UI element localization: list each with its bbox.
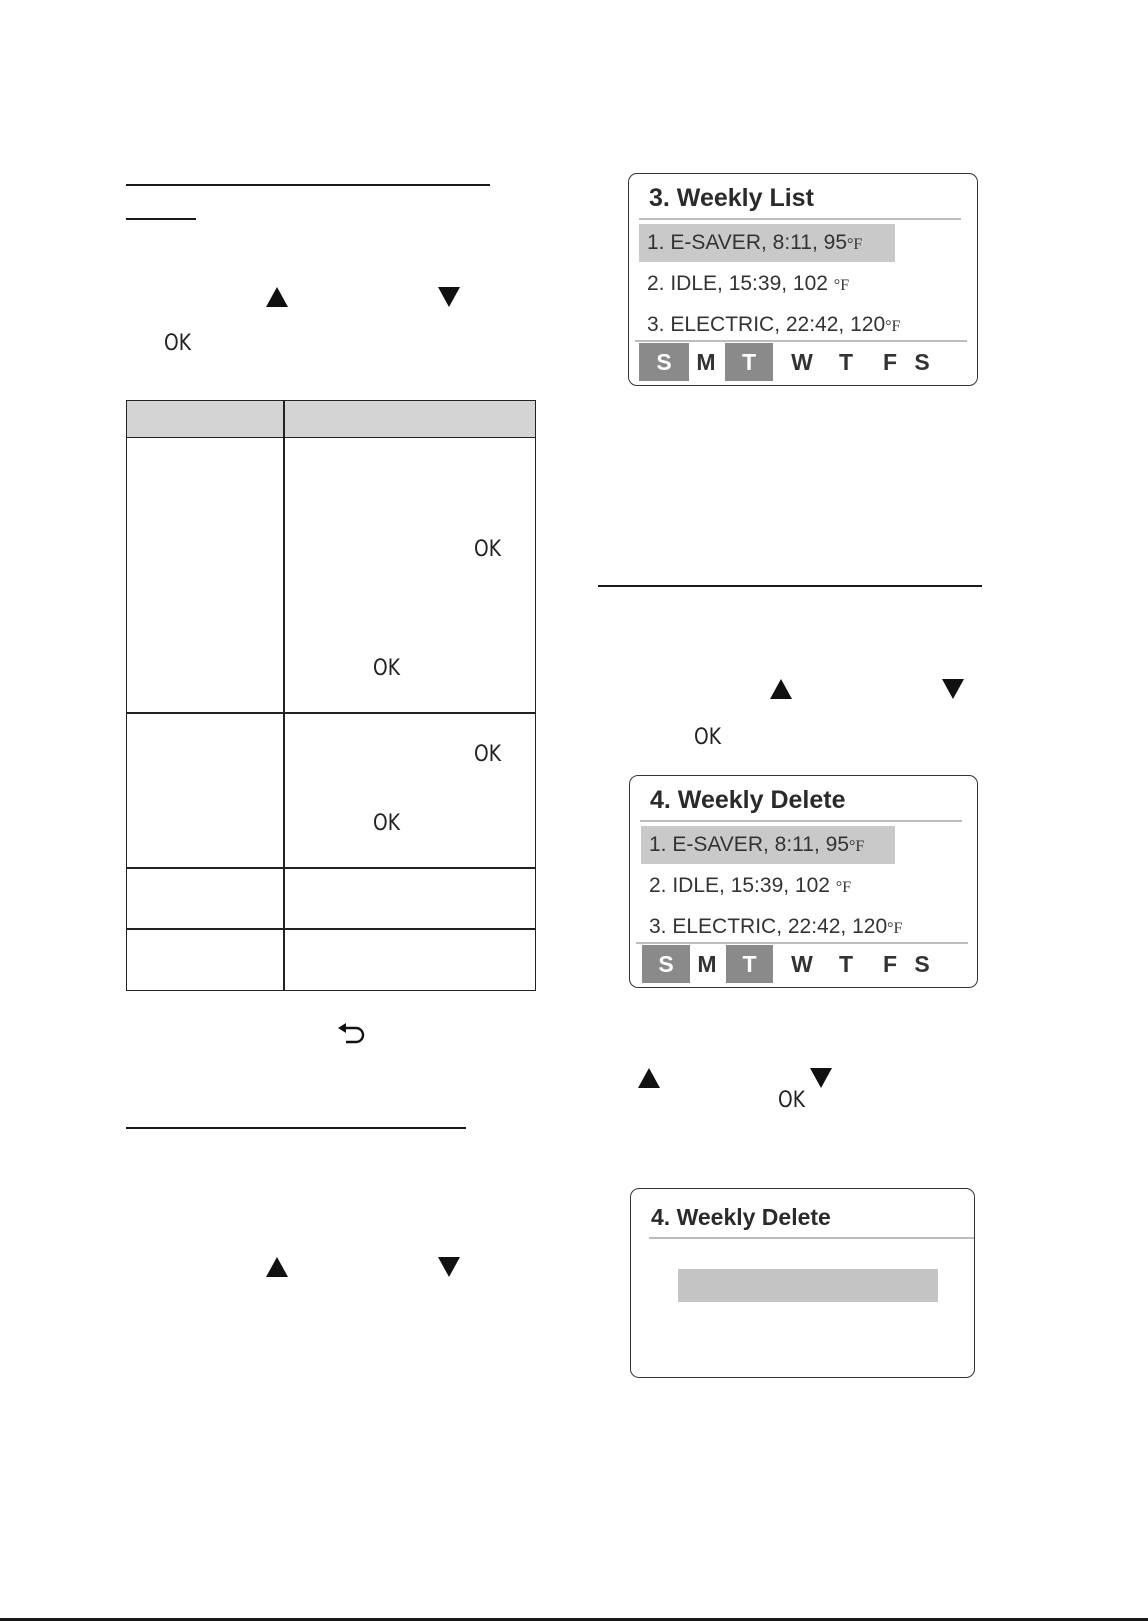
day-monday: M (696, 349, 716, 375)
program-row: 2. IDLE, 15:39, 102 °F (649, 874, 852, 897)
day-wednesday: W (791, 951, 813, 977)
weekly-delete-screen (629, 775, 978, 988)
day-thursday: T (838, 349, 854, 375)
table-header-row (127, 401, 535, 438)
program-row: 1. E-SAVER, 8:11, 95°F (647, 231, 863, 254)
triangle-down-icon (438, 1257, 460, 1277)
day-monday: M (697, 951, 717, 977)
day-thursday: T (838, 951, 854, 977)
section-heading-rule (126, 1127, 466, 1129)
day-tuesday: T (726, 945, 773, 983)
screen-title: 4. Weekly Delete (651, 1204, 831, 1230)
weekday-selector (639, 343, 959, 381)
screen-title: 3. Weekly List (649, 184, 814, 212)
confirm-option-highlight (678, 1269, 938, 1302)
weekday-selector (642, 945, 962, 983)
program-row: 3. ELECTRIC, 22:42, 120°F (647, 313, 901, 336)
section-heading-rule (126, 184, 490, 186)
table-row-divider (127, 928, 535, 930)
ok-button-label: OK (164, 331, 191, 356)
back-arrow-icon (336, 1022, 368, 1046)
section-heading-rule-short (126, 218, 196, 220)
program-row: 2. IDLE, 15:39, 102 °F (647, 272, 850, 295)
weekly-list-screen (628, 173, 978, 386)
day-sunday: S (642, 945, 690, 983)
title-separator (639, 218, 961, 220)
triangle-up-icon (638, 1068, 660, 1088)
section-heading-rule (598, 585, 982, 587)
day-friday: F (882, 349, 898, 375)
triangle-down-icon (438, 287, 460, 307)
ok-button-label: OK (694, 725, 721, 750)
triangle-down-icon (810, 1068, 832, 1088)
day-saturday: S (914, 349, 930, 375)
instruction-table (126, 400, 536, 991)
day-saturday: S (914, 951, 930, 977)
ok-button-label: OK (373, 656, 400, 681)
triangle-up-icon (770, 679, 792, 699)
day-friday: F (882, 951, 898, 977)
table-row-divider (127, 867, 535, 869)
ok-button-label: OK (373, 811, 400, 836)
days-separator (636, 942, 968, 944)
day-tuesday: T (725, 343, 773, 381)
screen-title: 4. Weekly Delete (650, 786, 846, 814)
ok-button-label: OK (778, 1088, 805, 1113)
table-column-divider (283, 401, 285, 990)
triangle-down-icon (942, 679, 964, 699)
table-row-divider (127, 712, 535, 714)
triangle-up-icon (266, 287, 288, 307)
day-wednesday: W (791, 349, 813, 375)
program-row: 1. E-SAVER, 8:11, 95°F (649, 833, 865, 856)
weekly-delete-confirm-screen (630, 1188, 975, 1378)
ok-button-label: OK (474, 742, 501, 767)
program-row: 3. ELECTRIC, 22:42, 120°F (649, 915, 903, 938)
days-separator (635, 340, 967, 342)
title-separator (640, 820, 962, 822)
triangle-up-icon (266, 1257, 288, 1277)
title-separator (649, 1237, 975, 1239)
day-sunday: S (639, 343, 689, 381)
ok-button-label: OK (474, 537, 501, 562)
